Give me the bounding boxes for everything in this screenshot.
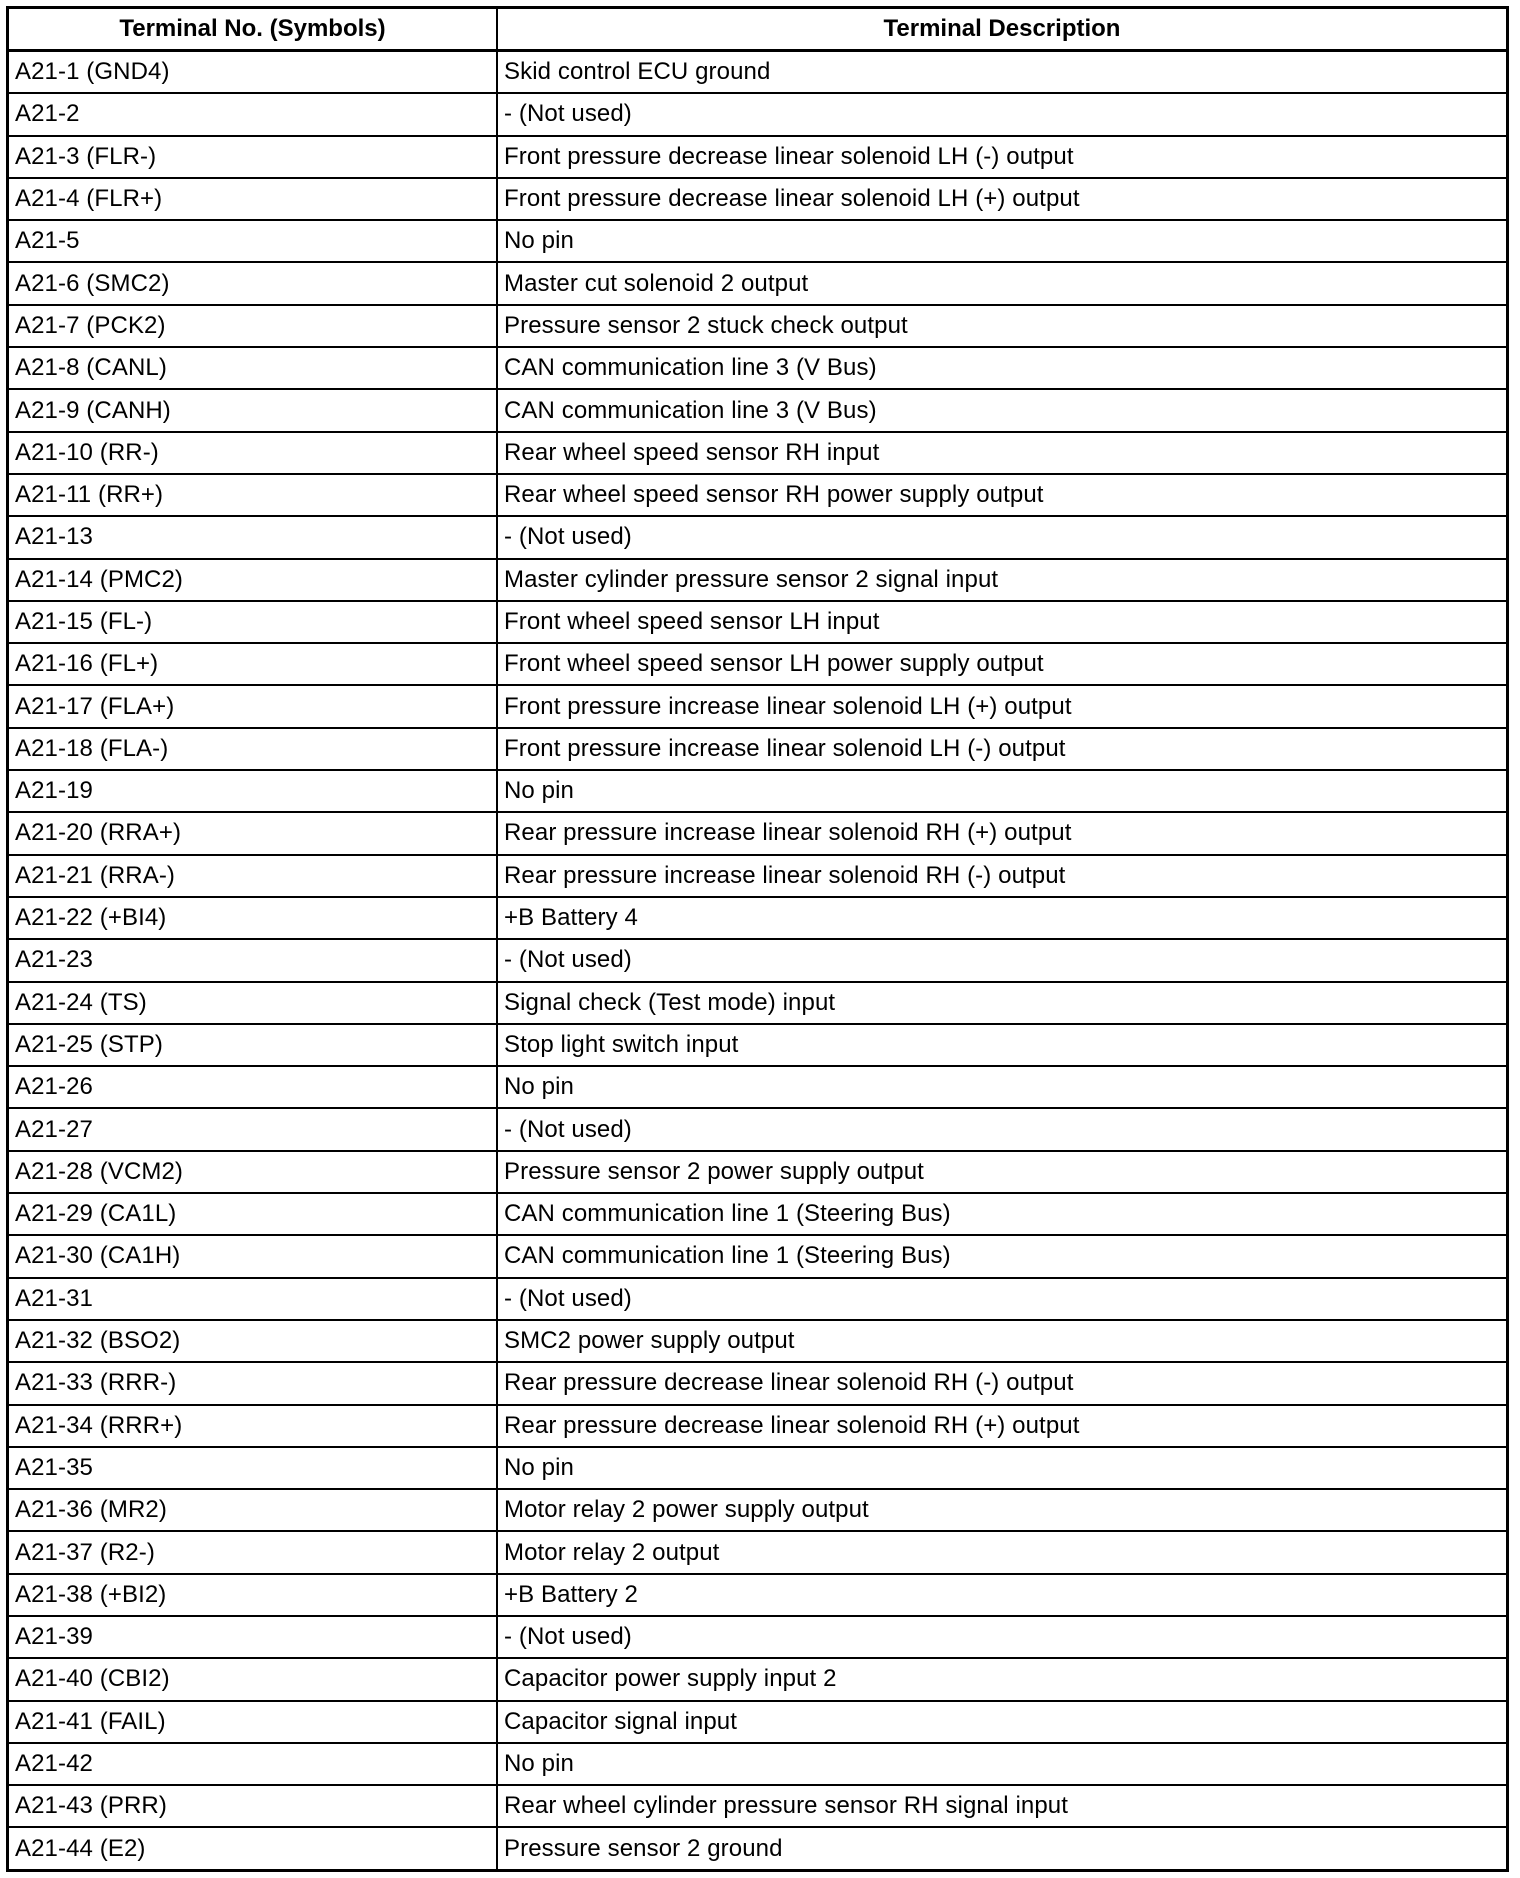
table-row (9, 1024, 1506, 1066)
terminal-description-cell: - (Not used) (497, 1616, 1506, 1658)
terminal-number-cell: A21-31 (9, 1278, 497, 1320)
column-header-terminal-no: Terminal No. (Symbols) (9, 9, 497, 51)
terminal-description-cell: No pin (497, 1447, 1506, 1489)
terminal-number-cell: A21-39 (9, 1616, 497, 1658)
terminal-number-cell: A21-40 (CBI2) (9, 1658, 497, 1700)
terminal-description-cell: Rear pressure decrease linear solenoid RH (-) output (497, 1362, 1506, 1404)
terminal-number-cell: A21-8 (CANL) (9, 347, 497, 389)
terminal-description-cell: +B Battery 4 (497, 897, 1506, 939)
terminal-description-cell: Front pressure decrease linear solenoid LH (+) output (497, 178, 1506, 220)
table-row (9, 1278, 1506, 1320)
table-row (9, 601, 1506, 643)
terminal-number-cell: A21-21 (RRA-) (9, 855, 497, 897)
terminal-number-cell: A21-29 (CA1L) (9, 1193, 497, 1235)
table-row (9, 516, 1506, 558)
table-body (9, 51, 1506, 1870)
terminal-description-cell: Rear pressure increase linear solenoid RH (+) output (497, 812, 1506, 854)
table-row (9, 262, 1506, 304)
terminal-description-cell: CAN communication line 3 (V Bus) (497, 347, 1506, 389)
table-row (9, 347, 1506, 389)
table-row (9, 93, 1506, 135)
terminal-number-cell: A21-37 (R2-) (9, 1531, 497, 1573)
terminal-number-cell: A21-5 (9, 220, 497, 262)
terminal-number-cell: A21-38 (+BI2) (9, 1574, 497, 1616)
terminal-description-cell: Rear wheel cylinder pressure sensor RH signal input (497, 1785, 1506, 1827)
table-row (9, 51, 1506, 94)
terminal-description-cell: Signal check (Test mode) input (497, 982, 1506, 1024)
terminal-number-cell: A21-25 (STP) (9, 1024, 497, 1066)
terminal-number-cell: A21-32 (BSO2) (9, 1320, 497, 1362)
terminal-description-cell: - (Not used) (497, 1108, 1506, 1150)
table-row (9, 178, 1506, 220)
terminal-description-cell: Skid control ECU ground (497, 51, 1506, 94)
table-row (9, 1574, 1506, 1616)
table-row (9, 1066, 1506, 1108)
table-row (9, 1447, 1506, 1489)
terminal-description-cell: No pin (497, 220, 1506, 262)
terminal-number-cell: A21-10 (RR-) (9, 432, 497, 474)
terminal-number-cell: A21-6 (SMC2) (9, 262, 497, 304)
terminal-number-cell: A21-7 (PCK2) (9, 305, 497, 347)
column-header-terminal-description: Terminal Description (497, 9, 1506, 51)
terminal-description-cell: Stop light switch input (497, 1024, 1506, 1066)
terminal-description-cell: Capacitor power supply input 2 (497, 1658, 1506, 1700)
terminal-number-cell: A21-28 (VCM2) (9, 1151, 497, 1193)
terminal-description-cell: Front pressure increase linear solenoid LH (-) output (497, 728, 1506, 770)
terminal-table-container (6, 6, 1509, 1872)
terminal-description-cell: No pin (497, 770, 1506, 812)
terminal-number-cell: A21-9 (CANH) (9, 389, 497, 431)
terminal-number-cell: A21-4 (FLR+) (9, 178, 497, 220)
table-row (9, 728, 1506, 770)
terminal-description-cell: CAN communication line 3 (V Bus) (497, 389, 1506, 431)
terminal-description-cell: Motor relay 2 output (497, 1531, 1506, 1573)
terminal-description-cell: Pressure sensor 2 ground (497, 1827, 1506, 1869)
table-row (9, 855, 1506, 897)
terminal-description-cell: Rear pressure increase linear solenoid RH (-) output (497, 855, 1506, 897)
table-row (9, 432, 1506, 474)
table-row (9, 1785, 1506, 1827)
table-row (9, 1701, 1506, 1743)
table-row (9, 685, 1506, 727)
terminal-number-cell: A21-44 (E2) (9, 1827, 497, 1869)
terminal-number-cell: A21-27 (9, 1108, 497, 1150)
terminal-number-cell: A21-36 (MR2) (9, 1489, 497, 1531)
table-row (9, 1151, 1506, 1193)
terminal-number-cell: A21-2 (9, 93, 497, 135)
terminal-description-cell: Front wheel speed sensor LH input (497, 601, 1506, 643)
terminal-description-cell: Master cylinder pressure sensor 2 signal input (497, 559, 1506, 601)
table-row (9, 1531, 1506, 1573)
terminal-description-cell: CAN communication line 1 (Steering Bus) (497, 1235, 1506, 1277)
terminal-description-cell: Rear wheel speed sensor RH input (497, 432, 1506, 474)
terminal-number-cell: A21-15 (FL-) (9, 601, 497, 643)
terminal-number-cell: A21-33 (RRR-) (9, 1362, 497, 1404)
terminal-number-cell: A21-42 (9, 1743, 497, 1785)
table-row (9, 559, 1506, 601)
table-header-row (9, 9, 1506, 51)
terminal-number-cell: A21-43 (PRR) (9, 1785, 497, 1827)
terminal-description-cell: - (Not used) (497, 516, 1506, 558)
terminal-description-cell: Front pressure decrease linear solenoid LH (-) output (497, 136, 1506, 178)
terminal-description-cell: Master cut solenoid 2 output (497, 262, 1506, 304)
terminal-description-cell: Pressure sensor 2 stuck check output (497, 305, 1506, 347)
table-row (9, 1489, 1506, 1531)
terminal-description-cell: Front wheel speed sensor LH power supply output (497, 643, 1506, 685)
terminal-description-cell: Rear pressure decrease linear solenoid RH (+) output (497, 1405, 1506, 1447)
table-row (9, 1193, 1506, 1235)
table-row (9, 1743, 1506, 1785)
terminal-description-cell: No pin (497, 1066, 1506, 1108)
table-row (9, 136, 1506, 178)
table-row (9, 982, 1506, 1024)
terminal-description-cell: Capacitor signal input (497, 1701, 1506, 1743)
table-row (9, 897, 1506, 939)
terminal-description-cell: Rear wheel speed sensor RH power supply output (497, 474, 1506, 516)
terminal-number-cell: A21-35 (9, 1447, 497, 1489)
table-row (9, 220, 1506, 262)
terminal-number-cell: A21-13 (9, 516, 497, 558)
terminal-number-cell: A21-16 (FL+) (9, 643, 497, 685)
table-row (9, 939, 1506, 981)
table-row (9, 1235, 1506, 1277)
terminal-description-cell: SMC2 power supply output (497, 1320, 1506, 1362)
table-row (9, 1658, 1506, 1700)
table-row (9, 389, 1506, 431)
table-row (9, 1405, 1506, 1447)
terminal-number-cell: A21-17 (FLA+) (9, 685, 497, 727)
terminal-description-cell: CAN communication line 1 (Steering Bus) (497, 1193, 1506, 1235)
terminal-number-cell: A21-3 (FLR-) (9, 136, 497, 178)
terminal-description-cell: Motor relay 2 power supply output (497, 1489, 1506, 1531)
terminal-number-cell: A21-34 (RRR+) (9, 1405, 497, 1447)
terminal-number-cell: A21-18 (FLA-) (9, 728, 497, 770)
table-row (9, 812, 1506, 854)
terminal-description-cell: Pressure sensor 2 power supply output (497, 1151, 1506, 1193)
terminal-number-cell: A21-22 (+BI4) (9, 897, 497, 939)
terminal-number-cell: A21-26 (9, 1066, 497, 1108)
terminal-table (9, 9, 1506, 1869)
terminal-number-cell: A21-41 (FAIL) (9, 1701, 497, 1743)
terminal-number-cell: A21-1 (GND4) (9, 51, 497, 94)
terminal-number-cell: A21-11 (RR+) (9, 474, 497, 516)
terminal-number-cell: A21-14 (PMC2) (9, 559, 497, 601)
terminal-description-cell: Front pressure increase linear solenoid LH (+) output (497, 685, 1506, 727)
terminal-description-cell: - (Not used) (497, 939, 1506, 981)
table-row (9, 1320, 1506, 1362)
table-row (9, 770, 1506, 812)
terminal-number-cell: A21-20 (RRA+) (9, 812, 497, 854)
terminal-number-cell: A21-19 (9, 770, 497, 812)
table-row (9, 643, 1506, 685)
terminal-number-cell: A21-23 (9, 939, 497, 981)
terminal-number-cell: A21-30 (CA1H) (9, 1235, 497, 1277)
terminal-number-cell: A21-24 (TS) (9, 982, 497, 1024)
table-row (9, 1616, 1506, 1658)
terminal-description-cell: No pin (497, 1743, 1506, 1785)
terminal-description-cell: +B Battery 2 (497, 1574, 1506, 1616)
table-row (9, 1108, 1506, 1150)
terminal-description-cell: - (Not used) (497, 1278, 1506, 1320)
table-row (9, 474, 1506, 516)
table-row (9, 305, 1506, 347)
table-row (9, 1827, 1506, 1869)
terminal-description-cell: - (Not used) (497, 93, 1506, 135)
table-row (9, 1362, 1506, 1404)
